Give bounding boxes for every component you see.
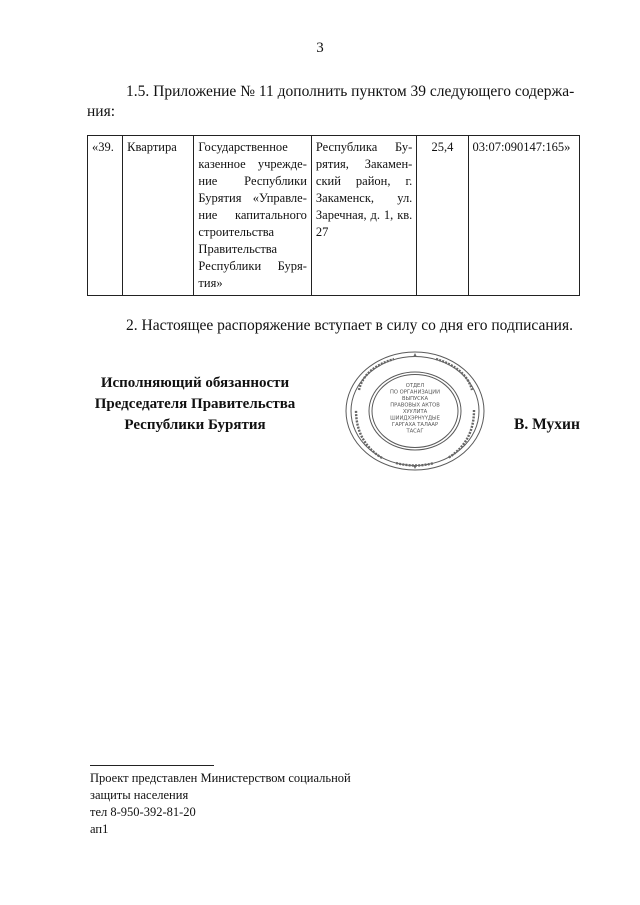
footnote-divider [90,765,214,766]
annex-table [87,135,580,296]
footnote-line: ап1 [90,822,109,836]
paragraph-amendment [87,82,579,122]
cell-address: Республика Бу-рятия, Закамен-ский район, г. Закаменск, ул. Заречная, д. 1, кв. 27 [311,136,416,296]
footnote-line: тел 8-950-392-81-20 [90,805,196,819]
signatory-title-line: Республики Бурятия [124,417,266,433]
svg-text:ХУУЛИТА: ХУУЛИТА [402,409,428,415]
svg-text:ТАСАГ: ТАСАГ [406,428,424,435]
signatory-title-line: Исполняющий обязанности [100,375,290,391]
cell-area: 25,4 [417,136,468,296]
svg-text:ПРАВОВЫХ АКТОВ: ПРАВОВЫХ АКТОВ [390,402,440,409]
page-number: 3 [316,40,324,56]
svg-text:ОТДЕЛ: ОТДЕЛ [405,383,425,389]
footnote-line: защиты населения [90,788,189,802]
signatory-name: В. Мухин [514,416,580,433]
table-row [88,136,580,296]
paragraph-effective-date: 2. Настоящее распоряжение вступает в силу со дня его подписания. [126,317,573,334]
svg-text:ШИИДХЭРНҮҮДЫЕ: ШИИДХЭРНҮҮДЫЕ [390,415,440,422]
svg-text:ГАРГАХА ТАЛААР: ГАРГАХА ТАЛААР [391,422,439,428]
cell-number: «39. [88,136,123,296]
footnote-line: Проект представлен Министерством социальной [90,771,351,785]
svg-text:ВЫПУСКА: ВЫПУСКА [401,396,429,402]
cell-holder: Государственное казенное учрежде-ние Республики Бурятия «Управле-ние капитального строительства Правительства Республики Буря-тия» [194,136,311,296]
paragraph-line: 1.5. Приложение № 11 дополнить пунктом 39 следующего содержа- [126,83,575,100]
signatory-title-line: Председателя Правительства [94,396,296,412]
paragraph-line: ния: [87,103,116,120]
footnote [90,770,351,838]
signatory-title [88,373,302,436]
cell-cadastral-number: 03:07:090147:165» [468,136,579,296]
official-seal [344,350,486,472]
svg-text:ПО ОРГАНИЗАЦИИ: ПО ОРГАНИЗАЦИИ [389,389,441,396]
cell-object: Квартира [123,136,194,296]
